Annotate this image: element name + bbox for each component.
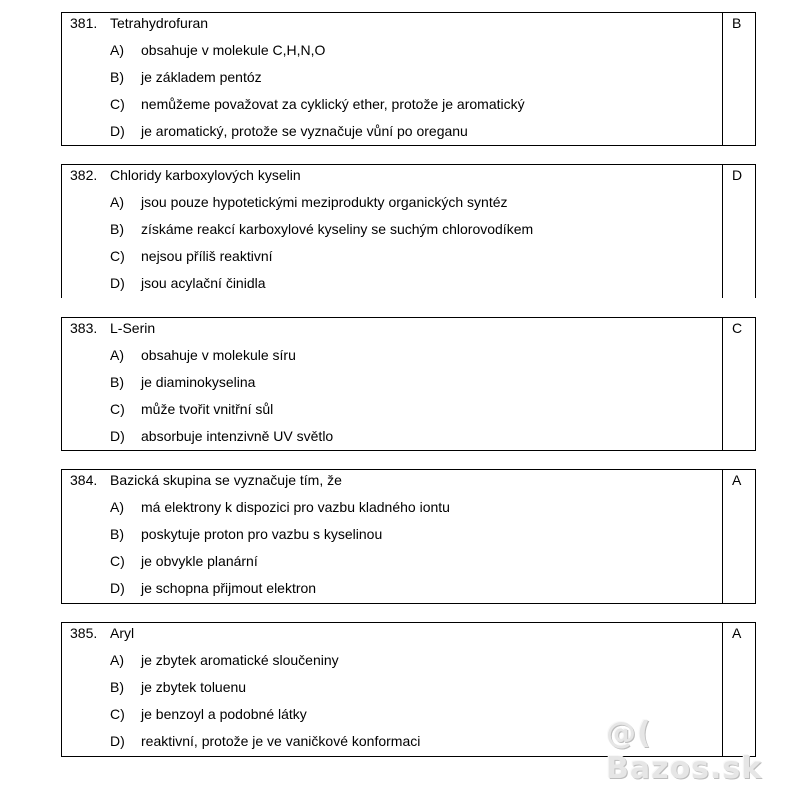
option-text: poskytuje proton pro vazbu s kyselinou [141, 526, 383, 542]
option-text: má elektrony k dispozici pro vazbu kladného iontu [141, 499, 450, 515]
option-c [110, 96, 525, 112]
option-text: absorbuje intenzivně UV světlo [141, 428, 334, 444]
option-letter: C) [110, 706, 125, 722]
option-b [110, 221, 533, 237]
question-text: Tetrahydrofuran [110, 15, 209, 31]
answer-column-divider [722, 165, 723, 298]
answer-column-divider [722, 470, 723, 603]
answer-column-divider [722, 318, 723, 450]
question-title [70, 472, 342, 488]
option-letter: A) [110, 42, 124, 58]
option-text: je benzoyl a podobné látky [141, 706, 307, 722]
option-d [110, 580, 316, 596]
question-title [70, 167, 301, 183]
correct-answer: A [732, 625, 742, 641]
option-text: může tvořit vnitřní sůl [141, 401, 274, 417]
option-text: je zbytek toluenu [141, 679, 247, 695]
question-text: L-Serin [110, 320, 156, 336]
correct-answer: D [732, 167, 743, 183]
question-title [70, 15, 208, 31]
option-c [110, 553, 258, 569]
option-c [110, 248, 273, 264]
option-b [110, 69, 262, 85]
question-384 [61, 469, 756, 604]
option-letter: C) [110, 96, 125, 112]
option-b [110, 679, 246, 695]
option-letter: A) [110, 652, 124, 668]
option-b [110, 374, 255, 390]
option-text: je diaminokyselina [141, 374, 256, 390]
option-text: jsou acylační činidla [141, 275, 266, 291]
option-letter: B) [110, 374, 124, 390]
question-number: 382. [70, 167, 98, 183]
option-letter: B) [110, 679, 124, 695]
question-title [70, 320, 155, 336]
option-letter: B) [110, 69, 124, 85]
option-d [110, 275, 266, 291]
option-text: obsahuje v molekule síru [141, 347, 296, 363]
option-text: nejsou příliš reaktivní [141, 248, 273, 264]
question-text: Aryl [110, 625, 135, 641]
option-letter: C) [110, 401, 125, 417]
question-number: 385. [70, 625, 98, 641]
option-letter: A) [110, 194, 124, 210]
option-letter: B) [110, 526, 124, 542]
option-text: jsou pouze hypotetickými meziprodukty organických syntéz [141, 194, 508, 210]
question-title [70, 625, 134, 641]
option-letter: A) [110, 499, 124, 515]
option-a [110, 347, 296, 363]
option-text: získáme reakcí karboxylové kyseliny se suchým chlorovodíkem [141, 221, 534, 237]
option-text: reaktivní, protože je ve vaničkové konformaci [141, 733, 421, 749]
option-text: je aromatický, protože se vyznačuje vůní po oreganu [141, 123, 468, 139]
option-c [110, 706, 307, 722]
option-a [110, 499, 450, 515]
option-letter: D) [110, 428, 125, 444]
bazos-watermark: @( Bazos.sk [606, 716, 763, 786]
option-b [110, 526, 382, 542]
option-a [110, 652, 339, 668]
option-text: je základem pentóz [141, 69, 262, 85]
correct-answer: C [732, 320, 743, 336]
option-letter: B) [110, 221, 124, 237]
question-number: 381. [70, 15, 98, 31]
option-letter: D) [110, 733, 125, 749]
option-a [110, 194, 508, 210]
option-letter: D) [110, 580, 125, 596]
question-text: Chloridy karboxylových kyselin [110, 167, 301, 183]
option-text: nemůžeme považovat za cyklický ether, protože je aromatický [141, 96, 525, 112]
answer-column-divider [722, 13, 723, 145]
question-number: 383. [70, 320, 98, 336]
question-383 [61, 317, 756, 451]
option-d [110, 733, 420, 749]
option-letter: C) [110, 553, 125, 569]
question-number: 384. [70, 472, 98, 488]
option-letter: D) [110, 123, 125, 139]
option-d [110, 428, 333, 444]
option-letter: A) [110, 347, 124, 363]
option-a [110, 42, 325, 58]
option-text: je zbytek aromatické sloučeniny [141, 652, 339, 668]
option-text: obsahuje v molekule C,H,N,O [141, 42, 326, 58]
option-letter: D) [110, 275, 125, 291]
option-d [110, 123, 468, 139]
correct-answer: B [732, 15, 742, 31]
option-c [110, 401, 273, 417]
option-text: je schopna přijmout elektron [141, 580, 317, 596]
option-letter: C) [110, 248, 125, 264]
question-382 [61, 164, 756, 298]
question-381 [61, 12, 756, 146]
correct-answer: A [732, 472, 742, 488]
question-text: Bazická skupina se vyznačuje tím, že [110, 472, 342, 488]
option-text: je obvykle planární [141, 553, 258, 569]
